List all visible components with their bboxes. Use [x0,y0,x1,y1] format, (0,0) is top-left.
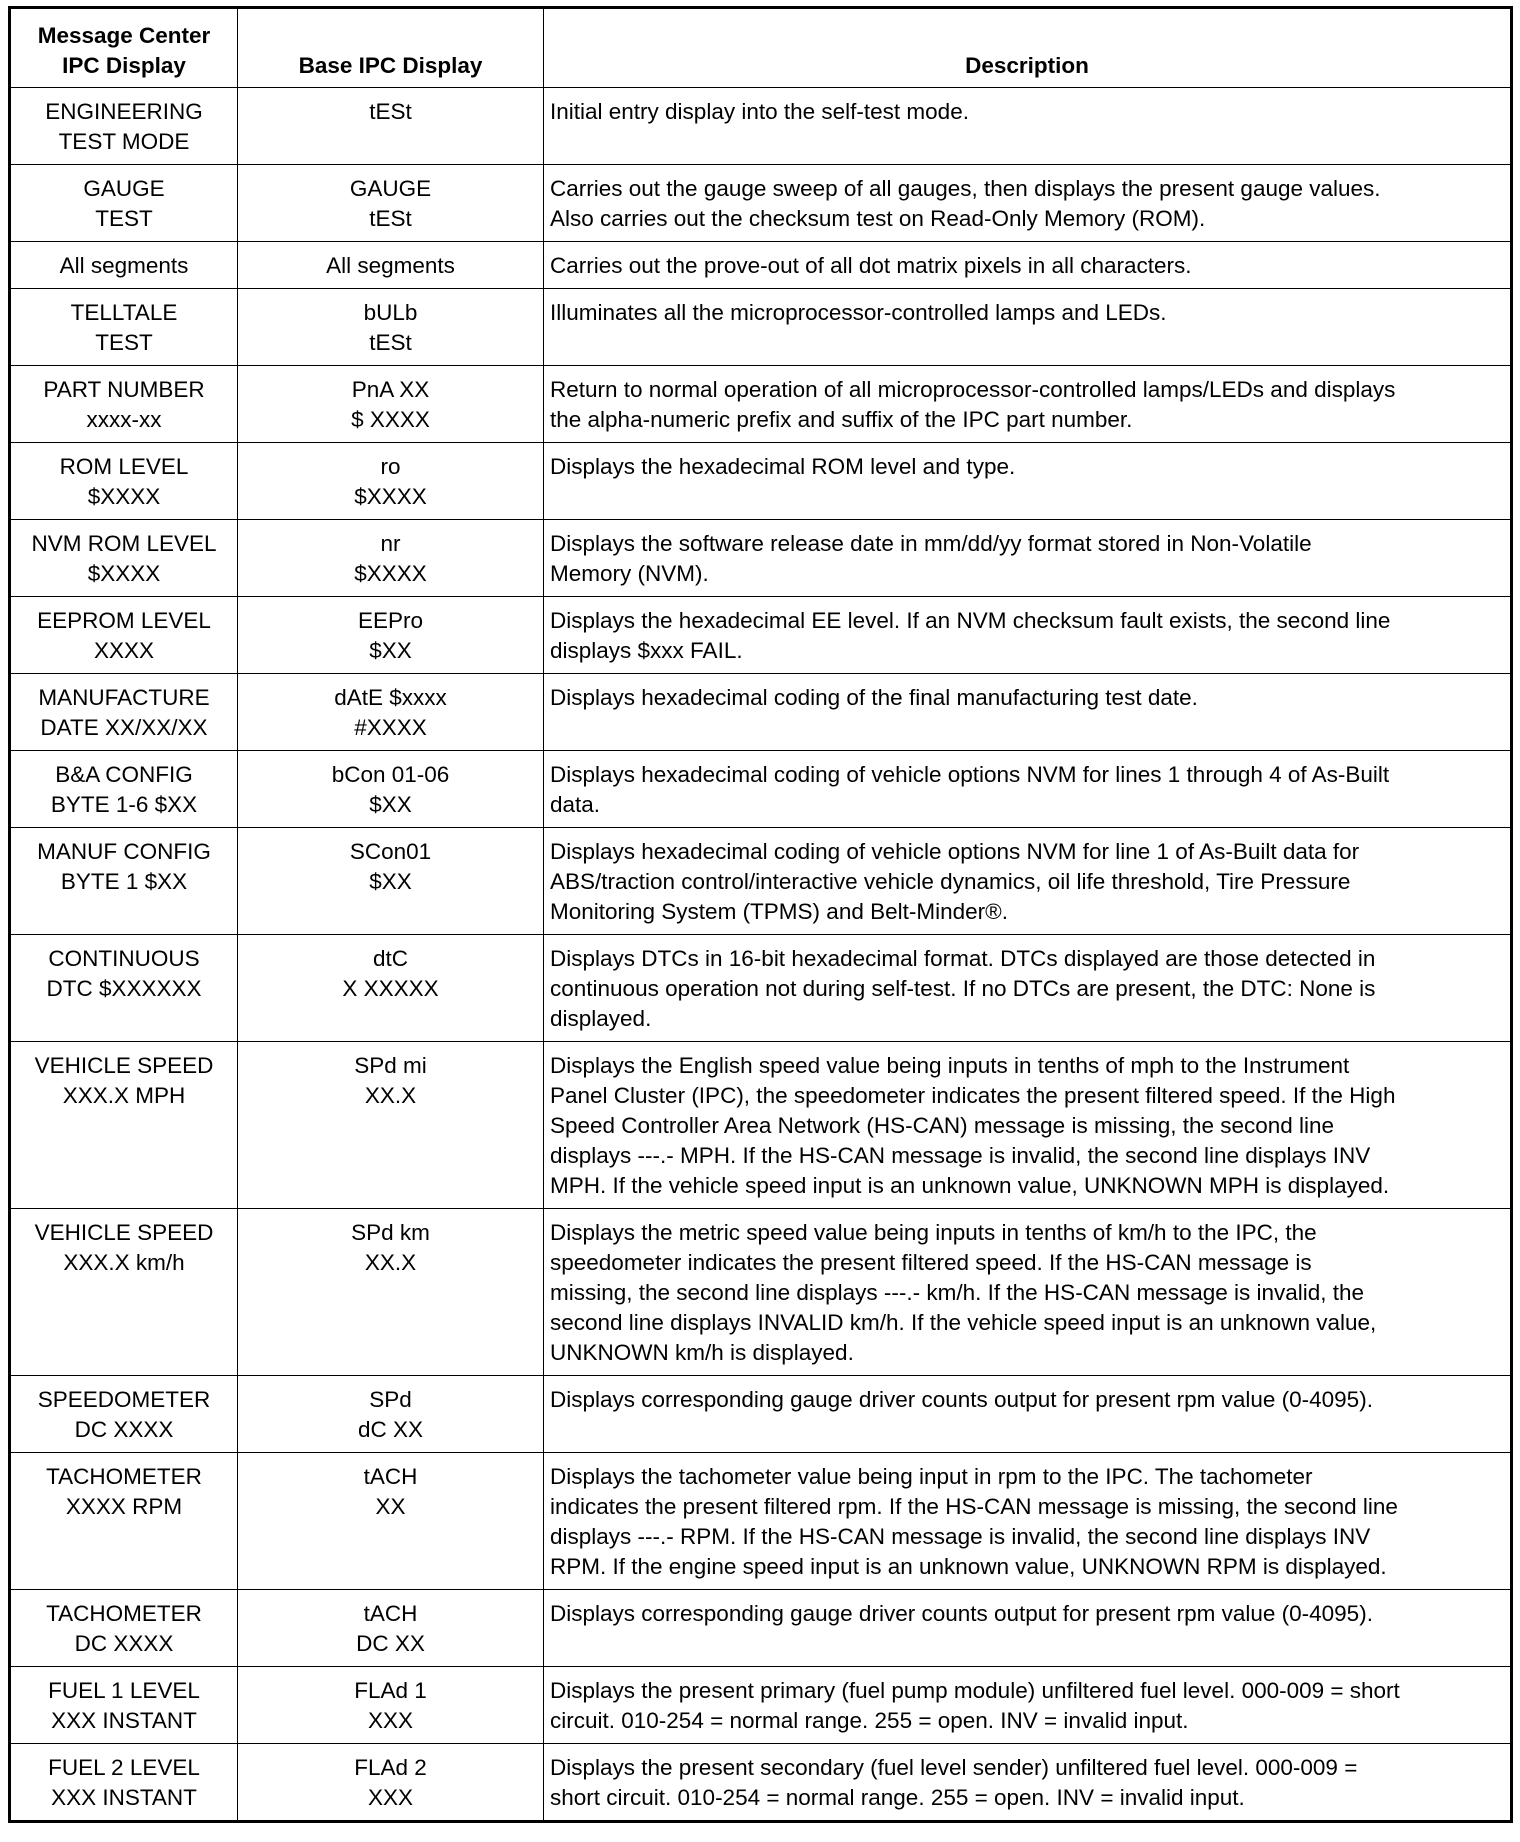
base-ipc-cell-line: GAUGE [349,176,432,201]
description-cell-line: displays $xxx FAIL. [550,638,743,663]
message-center-cell [10,674,238,751]
header-description: Description [544,8,1512,88]
message-center-cell-line: $XXXX [87,484,161,509]
description-cell [544,935,1512,1042]
ipc-display-table [8,6,1513,1823]
table-row [10,828,1512,935]
header-message-center-line2: IPC Display [62,53,186,78]
description-cell-line: RPM. If the engine speed input is an unknown value, UNKNOWN RPM is displayed. [550,1554,1387,1579]
message-center-cell-line: VEHICLE SPEED [34,1220,214,1245]
description-cell [544,165,1512,242]
base-ipc-cell [238,1042,544,1209]
message-center-cell-line: TEST MODE [58,129,190,154]
table-row [10,1042,1512,1209]
base-ipc-cell-line: DC XX [356,1631,425,1656]
description-cell-line: Displays the present primary (fuel pump module) unfiltered fuel level. 000-009 = short [550,1678,1400,1703]
message-center-cell [10,1744,238,1822]
message-center-cell-line: XXX INSTANT [51,1785,197,1810]
base-ipc-cell [238,242,544,289]
base-ipc-cell-line: XX [375,1494,406,1519]
message-center-cell-line: B&A CONFIG [55,762,193,787]
base-ipc-cell [238,597,544,674]
description-cell-line: second line displays INVALID km/h. If the vehicle speed input is an unknown value, [550,1310,1377,1335]
message-center-cell [10,828,238,935]
base-ipc-cell-line: XX.X [364,1250,417,1275]
base-ipc-cell [238,443,544,520]
header-row [10,8,1512,88]
table-row [10,935,1512,1042]
message-center-cell [10,366,238,443]
base-ipc-cell-line: tACH [363,1464,418,1489]
table-row [10,165,1512,242]
base-ipc-cell-line: $XX [369,638,412,663]
description-cell [544,751,1512,828]
message-center-cell-line: ENGINEERING [45,99,203,124]
message-center-cell [10,88,238,165]
description-cell-line: Displays the hexadecimal EE level. If an NVM checksum fault exists, the second line [550,608,1391,633]
message-center-cell-line: VEHICLE SPEED [34,1053,214,1078]
base-ipc-cell [238,1744,544,1822]
base-ipc-cell-line: dC XX [357,1417,424,1442]
description-cell-line: the alpha-numeric prefix and suffix of the IPC part number. [550,407,1133,432]
description-cell-line: Displays the metric speed value being inputs in tenths of km/h to the IPC, the [550,1220,1317,1245]
description-cell-line: Displays corresponding gauge driver counts output for present rpm value (0-4095). [550,1601,1373,1626]
base-ipc-cell [238,520,544,597]
message-center-cell-line: All segments [59,253,189,278]
base-ipc-cell [238,289,544,366]
description-cell [544,1453,1512,1590]
base-ipc-cell-line: XX.X [364,1083,417,1108]
table-row [10,1744,1512,1822]
message-center-cell-line: DTC $XXXXXX [46,976,202,1001]
message-center-cell-line: XXXX [93,638,155,663]
message-center-cell-line: MANUFACTURE [38,685,210,710]
header-base-ipc: Base IPC Display [238,8,544,88]
description-cell-line: Displays DTCs in 16-bit hexadecimal format. DTCs displayed are those detected in [550,946,1376,971]
base-ipc-cell [238,674,544,751]
message-center-cell [10,443,238,520]
message-center-cell-line: FUEL 2 LEVEL [48,1755,200,1780]
base-ipc-cell [238,88,544,165]
description-cell-line: Return to normal operation of all microprocessor-controlled lamps/LEDs and displays [550,377,1396,402]
base-ipc-cell [238,1590,544,1667]
header-message-center-line1: Message Center [37,23,211,48]
base-ipc-cell-line: FLAd 2 [354,1755,427,1780]
message-center-cell-line: DC XXXX [74,1631,174,1656]
table-row [10,242,1512,289]
base-ipc-cell [238,828,544,935]
table-row [10,674,1512,751]
base-ipc-cell-line: dAtE $xxxx [334,685,447,710]
base-ipc-cell-line: #XXXX [354,715,427,740]
description-cell-line: Displays corresponding gauge driver counts output for present rpm value (0-4095). [550,1387,1373,1412]
message-center-cell [10,289,238,366]
description-cell [544,828,1512,935]
table-row [10,289,1512,366]
description-cell-line: ABS/traction control/interactive vehicle dynamics, oil life threshold, Tire Pressure [550,869,1351,894]
description-cell [544,520,1512,597]
base-ipc-cell-line: $XXXX [354,561,427,586]
base-ipc-cell [238,366,544,443]
description-cell-line: Memory (NVM). [550,561,709,586]
description-cell-line: Illuminates all the microprocessor-controlled lamps and LEDs. [550,300,1167,325]
base-ipc-cell-line: SPd [369,1387,412,1412]
description-cell-line: displays ---.- MPH. If the HS-CAN message is invalid, the second line displays INV [550,1143,1371,1168]
description-cell-line: displays ---.- RPM. If the HS-CAN message is invalid, the second line displays INV [550,1524,1371,1549]
document-page [8,6,1510,1823]
base-ipc-cell-line: bCon 01-06 [331,762,450,787]
base-ipc-cell-line: EEPro [357,608,424,633]
base-ipc-cell-line: nr [380,531,401,556]
base-ipc-cell-line: SCon01 [349,839,432,864]
message-center-cell [10,597,238,674]
message-center-cell-line: FUEL 1 LEVEL [48,1678,200,1703]
base-ipc-cell-line: ro [380,454,401,479]
description-cell-line: displayed. [550,1006,652,1031]
message-center-cell-line: TEST [95,330,153,355]
message-center-cell [10,751,238,828]
message-center-cell [10,1453,238,1590]
message-center-cell-line: xxxx-xx [86,407,162,432]
header-message-center [10,8,238,88]
description-cell [544,443,1512,520]
message-center-cell-line: XXX INSTANT [51,1708,197,1733]
message-center-cell [10,1376,238,1453]
base-ipc-cell [238,935,544,1042]
message-center-cell-line: TELLTALE [70,300,178,325]
message-center-cell-line: PART NUMBER [43,377,205,402]
base-ipc-cell-line: $XX [369,792,412,817]
base-ipc-cell-line: tESt [369,206,412,231]
description-cell-line: MPH. If the vehicle speed input is an unknown value, UNKNOWN MPH is displayed. [550,1173,1390,1198]
description-cell-line: indicates the present filtered rpm. If the HS-CAN message is missing, the second line [550,1494,1398,1519]
table-row [10,88,1512,165]
base-ipc-cell [238,1667,544,1744]
table-row [10,1453,1512,1590]
description-cell-line: speedometer indicates the present filtered speed. If the HS-CAN message is [550,1250,1312,1275]
base-ipc-cell-line: FLAd 1 [354,1678,427,1703]
base-ipc-cell-line: PnA XX [351,377,430,402]
base-ipc-cell-line: $XX [369,869,412,894]
table-row [10,1376,1512,1453]
base-ipc-cell-line: bULb [363,300,418,325]
table-row [10,751,1512,828]
message-center-cell-line: TACHOMETER [46,1464,202,1489]
message-center-cell-line: DATE XX/XX/XX [40,715,208,740]
table-row [10,366,1512,443]
message-center-cell-line: DC XXXX [74,1417,174,1442]
message-center-cell-line: XXXX RPM [65,1494,183,1519]
base-ipc-cell-line: tESt [369,99,412,124]
message-center-cell [10,1042,238,1209]
base-ipc-cell [238,1453,544,1590]
message-center-cell [10,165,238,242]
description-cell [544,674,1512,751]
table-row [10,1667,1512,1744]
message-center-cell-line: XXX.X MPH [62,1083,186,1108]
description-cell [544,88,1512,165]
table-row [10,597,1512,674]
message-center-cell-line: BYTE 1-6 $XX [50,792,198,817]
description-cell-line: Carries out the gauge sweep of all gauges, then displays the present gauge values. [550,176,1381,201]
description-cell-line: Panel Cluster (IPC), the speedometer indicates the present filtered speed. If the High [550,1083,1396,1108]
description-cell-line: Displays the English speed value being inputs in tenths of mph to the Instrument [550,1053,1350,1078]
base-ipc-cell-line: All segments [326,253,455,278]
message-center-cell-line: CONTINUOUS [48,946,200,971]
description-cell [544,366,1512,443]
message-center-cell-line: BYTE 1 $XX [60,869,188,894]
description-cell-line: UNKNOWN km/h is displayed. [550,1340,854,1365]
base-ipc-cell-line: XXX [367,1785,414,1810]
description-cell-line: circuit. 010-254 = normal range. 255 = open. INV = invalid input. [550,1708,1189,1733]
description-cell [544,289,1512,366]
message-center-cell-line: $XXXX [87,561,161,586]
base-ipc-cell-line: tESt [369,330,412,355]
description-cell-line: Also carries out the checksum test on Read-Only Memory (ROM). [550,206,1206,231]
message-center-cell-line: SPEEDOMETER [37,1387,211,1412]
description-cell-line: Carries out the prove-out of all dot matrix pixels in all characters. [550,253,1192,278]
message-center-cell [10,1590,238,1667]
description-cell-line: Displays hexadecimal coding of the final manufacturing test date. [550,685,1198,710]
base-ipc-cell [238,1209,544,1376]
table-row [10,1209,1512,1376]
message-center-cell [10,520,238,597]
message-center-cell-line: NVM ROM LEVEL [31,531,217,556]
message-center-cell-line: GAUGE [83,176,165,201]
description-cell [544,1590,1512,1667]
message-center-cell-line: ROM LEVEL [59,454,189,479]
base-ipc-cell-line: $ XXXX [351,407,430,432]
description-cell-line: Displays hexadecimal coding of vehicle options NVM for lines 1 through 4 of As-Built [550,762,1390,787]
base-ipc-cell-line: $XXXX [354,484,427,509]
description-cell-line: Displays the tachometer value being input in rpm to the IPC. The tachometer [550,1464,1313,1489]
message-center-cell [10,242,238,289]
message-center-cell [10,1209,238,1376]
table-row [10,443,1512,520]
description-cell-line: Displays the hexadecimal ROM level and type. [550,454,1016,479]
base-ipc-cell-line: XXX [367,1708,414,1733]
base-ipc-cell [238,751,544,828]
base-ipc-cell-line: dtC [372,946,408,971]
message-center-cell-line: EEPROM LEVEL [37,608,211,633]
description-cell [544,1667,1512,1744]
base-ipc-cell-line: tACH [363,1601,418,1626]
description-cell-line: Displays the software release date in mm/dd/yy format stored in Non-Volatile [550,531,1312,556]
message-center-cell [10,1667,238,1744]
description-cell-line: Monitoring System (TPMS) and Belt-Minder®. [550,899,1008,924]
base-ipc-cell-line: SPd km [351,1220,430,1245]
message-center-cell-line: TEST [95,206,153,231]
base-ipc-cell-line: X XXXXX [342,976,439,1001]
description-cell-line: Displays hexadecimal coding of vehicle options NVM for line 1 of As-Built data for [550,839,1360,864]
description-cell [544,597,1512,674]
base-ipc-cell [238,165,544,242]
description-cell-line: Displays the present secondary (fuel level sender) unfiltered fuel level. 000-009 = [550,1755,1358,1780]
description-cell [544,1376,1512,1453]
message-center-cell-line: MANUF CONFIG [37,839,211,864]
description-cell [544,1744,1512,1822]
message-center-cell [10,935,238,1042]
table-row [10,520,1512,597]
table-body [10,88,1512,1822]
description-cell [544,1042,1512,1209]
description-cell-line: short circuit. 010-254 = normal range. 255 = open. INV = invalid input. [550,1785,1245,1810]
message-center-cell-line: XXX.X km/h [63,1250,185,1275]
description-cell-line: Speed Controller Area Network (HS-CAN) message is missing, the second line [550,1113,1335,1138]
table-row [10,1590,1512,1667]
base-ipc-cell-line: SPd mi [354,1053,427,1078]
base-ipc-cell [238,1376,544,1453]
description-cell-line: data. [550,792,601,817]
description-cell-line: Initial entry display into the self-test mode. [550,99,969,124]
description-cell [544,1209,1512,1376]
description-cell [544,242,1512,289]
message-center-cell-line: TACHOMETER [46,1601,202,1626]
description-cell-line: missing, the second line displays ---.- km/h. If the HS-CAN message is invalid, the [550,1280,1365,1305]
description-cell-line: continuous operation not during self-test. If no DTCs are present, the DTC: None is [550,976,1376,1001]
